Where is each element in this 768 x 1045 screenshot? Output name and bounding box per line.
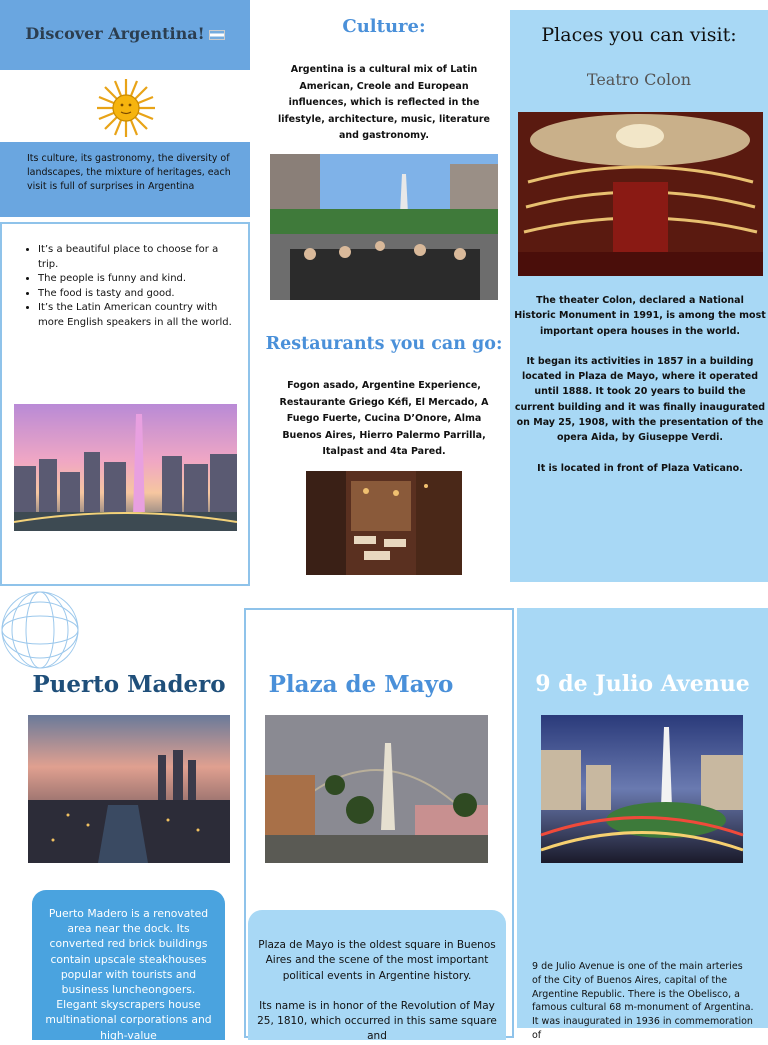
sun-of-may-icon <box>95 77 157 139</box>
teatro-paragraph-3: It is located in front of Plaza Vaticano. <box>537 462 743 474</box>
nueve-de-julio-heading: 9 de Julio Avenue <box>535 671 750 697</box>
places-heading: Places you can visit: <box>541 24 737 46</box>
panel1-title-row <box>0 24 250 43</box>
restaurants-text: Fogon asado, Argentine Experience, Restaurante Griego Kéfi, El Mercado, A Fuego Fuerte, Cucina D’Onore, Alma Buenos Aires, Hierro Palermo Parrilla, Italpast and 4ta Pared. <box>279 380 489 457</box>
plaza-de-mayo-heading: Plaza de Mayo <box>268 671 454 698</box>
nueve-de-julio-photo <box>541 715 743 863</box>
plaza-de-mayo-textbox <box>248 910 506 1043</box>
restaurant-interior-photo <box>306 471 462 575</box>
argentina-flag-icon <box>209 30 225 40</box>
list-item: • The food is tasty and good. <box>38 287 238 302</box>
teatro-paragraph-1: The theater Colon, declared a National Historic Monument in 1991, is among the most important opera houses in the world. <box>514 295 766 337</box>
plaza-paragraph-2: Its name is in honor of the Revolution of May 25, 1810, which occurred in this same square and <box>257 999 497 1043</box>
wireframe-sphere-decoration <box>0 590 84 674</box>
teatro-paragraph-2: It began its activities in 1857 in a building located in Plaza de Mayo, where it operated until 1888. It took 20 years to build the current building and it was finally inaugurated on May 25, 1908, with the presentation of the opera Aida, by Giuseppe Verdi. <box>514 355 766 444</box>
nueve-de-julio-text: 9 de Julio Avenue is one of the main arteries of the City of Buenos Aires, capital of the Argentine Republic. There is the Obelisco, a famous cultural 68 m-monument of Argentina. It was inaugurated in 1936 in commemoration of <box>532 961 754 1041</box>
culture-text: Argentina is a cultural mix of Latin American, Creole and European influences, which is reflected in the lifestyle, architecture, music, literature and gastronomy. <box>278 64 490 141</box>
puerto-madero-textbox <box>32 890 225 1040</box>
list-item: • The people is funny and kind. <box>38 272 238 287</box>
intro-text: Its culture, its gastronomy, the diversity of landscapes, the mixture of heritages, each visit is full of surprises in Argentina <box>27 153 231 192</box>
plaza-de-mayo-text <box>256 938 498 1045</box>
list-item: • It’s a beautiful place to choose for a trip. <box>38 243 238 272</box>
bus-tour-photo <box>270 154 498 300</box>
reasons-list <box>24 243 238 330</box>
teatro-colon-text <box>514 293 766 491</box>
page-title: Discover Argentina! <box>25 24 205 43</box>
restaurants-heading: Restaurants you can go: <box>265 334 503 354</box>
intro-band <box>0 142 250 217</box>
puerto-madero-text: Puerto Madero is a renovated area near the dock. Its converted red brick buildings contain upscale steakhouses popular with tourists and business luncheongoers. Elegant skyscrapers house multinational corporations and high-value <box>45 907 212 1042</box>
plaza-paragraph-1: Plaza de Mayo is the oldest square in Buenos Aires and the scene of the most important political events in Argentine history. <box>258 939 496 982</box>
culture-heading: Culture: <box>342 16 426 37</box>
teatro-colon-label: Teatro Colon <box>586 70 692 89</box>
puerto-madero-heading: Puerto Madero <box>32 671 226 698</box>
puerto-madero-photo <box>28 715 230 863</box>
list-item: • It’s the Latin American country with more English speakers in all the world. <box>38 301 238 330</box>
teatro-colon-photo <box>518 112 763 276</box>
plaza-de-mayo-photo <box>265 715 488 863</box>
obelisco-dusk-photo <box>14 404 237 531</box>
